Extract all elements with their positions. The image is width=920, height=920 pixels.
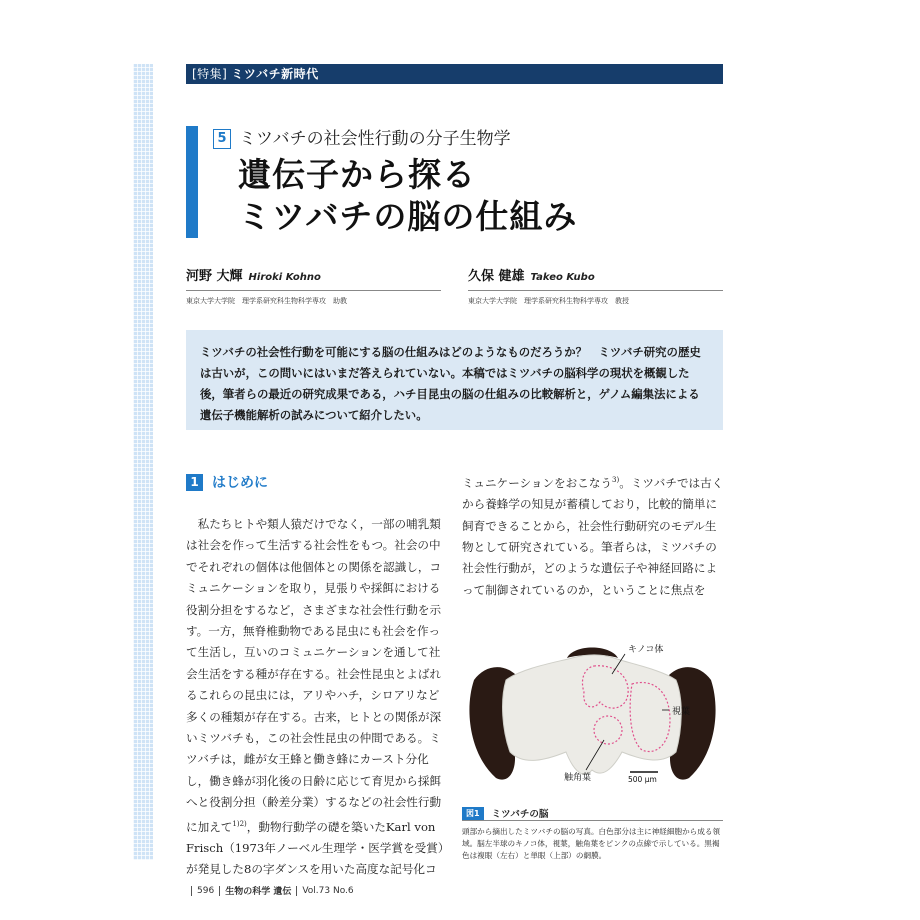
author-roman-name: Takeo Kubo [530,272,595,283]
series-title: ミツバチの社会性行動の分子生物学 [239,129,511,149]
body-text: ，動物行動学の礎を築いたKarl von Frisch（1973年ノーベル生理学・医学賞を受賞）が発見した8の字ダンスを用いた高度な記号化コ [186,819,444,877]
author-rule [468,290,723,291]
series-line [213,128,511,150]
figure-caption-rule [462,820,723,821]
footer-separator [219,886,220,896]
journal-name: 生物の科学 遺伝 [225,887,292,897]
author-affiliation: 東京大学大学院 理学系研究科生物科学専攻 教授 [468,297,629,305]
author-rule [186,290,441,291]
footer-separator [191,886,192,896]
body-text: 。ミツバチでは古くから養蜂学の知見が蓄積しており，比較的簡単に飼育できることから，社会性行動研究のモデル生物として研究されている。筆者らは，ミツバチの社会性行動が，どのような遺伝子や神経回路によって制御されているのか，ということに焦点を [462,475,724,597]
figure-1 [462,640,723,790]
article-title [238,154,577,238]
label-optic-lobe: 視葉 [672,707,691,717]
page-number: 596 [197,885,215,896]
label-scale-bar: 500 µm [628,775,657,784]
reference-marker[interactable]: 3) [612,476,620,484]
title-line-1: 遺伝子から探る [238,155,476,194]
label-antennal-lobe: 触角葉 [564,773,592,783]
reference-marker[interactable]: 1)2) [232,819,247,828]
abstract-box: ミツバチの社会性行動を可能にする脳の仕組みはどのようなものだろうか？ ミツバチ研究の歴史は古いが，この問いにはいまだ答えられていない。本稿ではミツバチの脳科学の現状を概観した後，筆者らの最近の研究成果である，ハチ目昆虫の脳の仕組みの比較解析と，ゲノム編集法による遺伝子機能解析の試みについて紹介したい。 [186,330,723,430]
feature-label: ミツバチ新時代 [231,67,319,81]
body-text: 私たちヒトや類人猿だけでなく，一部の哺乳類は社会を作って生活する社会性をもつ。社会の中でそれぞれの個体は他個体との関係を認識し，コミュニケーションを取り，見張りや採餌における役割分担をするなど，さまざまな社会性行動を示す。一方，無脊椎動物である昆虫にも社会を作って生活し，互いのコミュニケーションを通して社会生活をする種が存在する。社会性昆虫とよばれるこれらの昆虫には，アリやハチ，シロアリなど多くの種類が存在する。古来，ヒトとの関係が深いミツバチも，この社会性昆虫の仲間である。ミツバチは，雌が女王蜂と働き蜂にカースト分化し，働き蜂が羽化後の日齢に応じて育児から採餌へと役割分担（齢差分業）するなどの社会性行動に加えて [186,517,442,834]
figure-title: ミツバチの脳 [491,809,549,820]
label-mushroom-body: キノコ体 [628,645,664,655]
figure-tag: 図1 [462,807,484,820]
author-name: 久保 健雄 [468,269,525,284]
feature-tag: [特集] [192,67,228,81]
author-affiliation: 東京大学大学院 理学系研究科生物科学専攻 助教 [186,297,347,305]
section-title: はじめに [212,475,268,491]
author-name: 河野 大輝 [186,269,243,284]
journal-volume: Vol.73 No.6 [302,885,354,896]
body-paragraph [186,514,448,881]
author-1 [186,265,441,306]
figure-caption-header [462,806,723,820]
section-number: 1 [186,474,203,491]
page-footer [186,884,354,897]
title-accent-rule [186,126,198,238]
author-roman-name: Hiroki Kohno [248,272,321,283]
title-line-2: ミツバチの脳の仕組み [238,197,578,236]
figure-caption: 頭部から摘出したミツバチの脳の写真。白色部分は主に神経細胞から成る領域。脳左半球のキノコ体，視葉，触角葉をピンクの点線で示している。黒褐色は複眼（左右）と単眼（上部）の網膜。 [462,827,721,860]
body-column-right [462,470,724,601]
series-number: 5 [213,129,231,149]
section-heading [186,472,268,492]
feature-header-bar [186,64,723,84]
body-text: ミュニケーションをおこなう [462,475,613,490]
side-decoration-strip [133,64,153,860]
body-column-left [186,514,448,881]
author-2 [468,265,723,306]
footer-separator [296,886,297,896]
brain-tissue [503,655,682,774]
body-paragraph [462,470,724,601]
